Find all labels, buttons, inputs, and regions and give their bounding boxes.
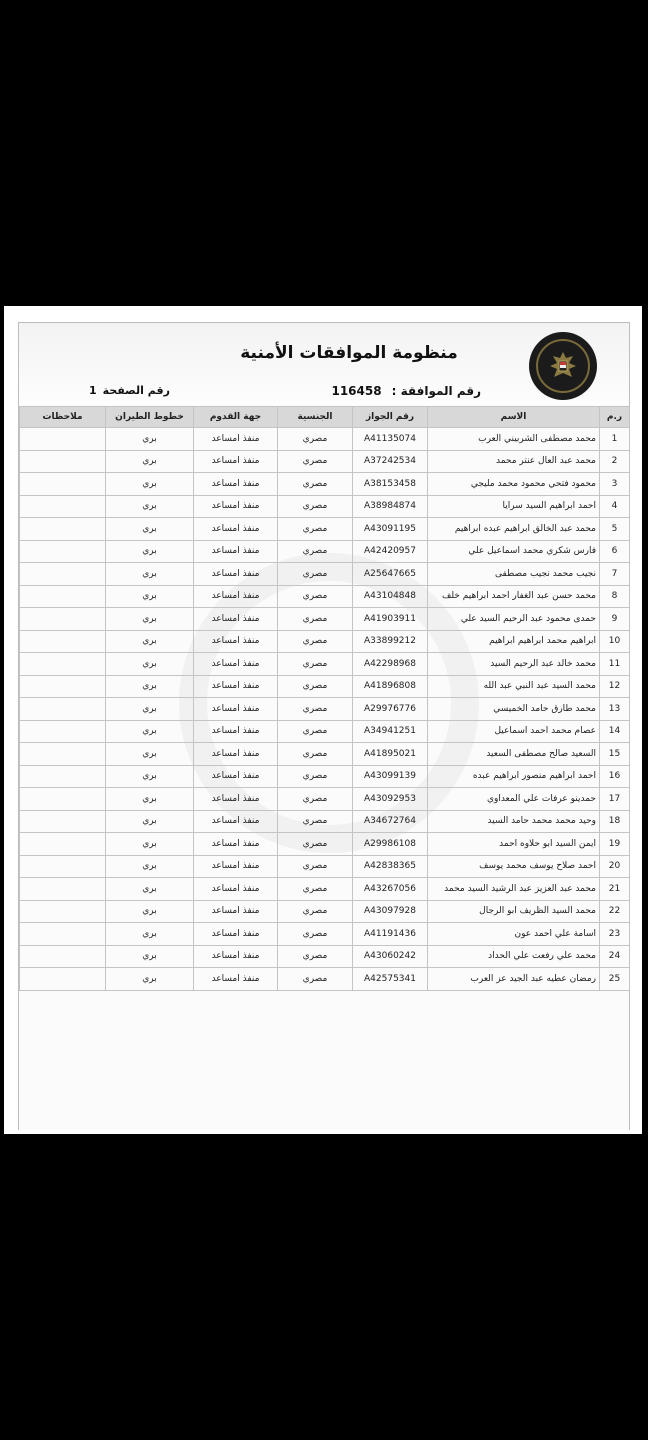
row-index: 16 bbox=[600, 765, 630, 788]
row-index: 10 bbox=[600, 630, 630, 653]
row-notes bbox=[20, 518, 106, 541]
row-name: احمد ابراهيم منصور ابراهيم عبده bbox=[428, 765, 600, 788]
row-notes bbox=[20, 765, 106, 788]
row-name: اسامة علي احمد عون bbox=[428, 923, 600, 946]
row-airline: بري bbox=[106, 698, 194, 721]
row-name: احمد ابراهيم السيد سرايا bbox=[428, 495, 600, 518]
row-airline: بري bbox=[106, 608, 194, 631]
table-row bbox=[20, 968, 630, 991]
page-number: 1 bbox=[89, 384, 97, 397]
table-row bbox=[20, 833, 630, 856]
document-title: منظومة الموافقات الأمنية bbox=[240, 343, 458, 363]
row-arrival: منفذ امساعد bbox=[194, 495, 278, 518]
row-passport: A41896808 bbox=[353, 675, 428, 698]
row-passport: A29976776 bbox=[353, 698, 428, 721]
row-airline: بري bbox=[106, 473, 194, 496]
row-arrival: منفذ امساعد bbox=[194, 473, 278, 496]
table-row bbox=[20, 900, 630, 923]
table-body bbox=[20, 428, 630, 991]
row-passport: A43091195 bbox=[353, 518, 428, 541]
row-arrival: منفذ امساعد bbox=[194, 518, 278, 541]
row-index: 1 bbox=[600, 428, 630, 451]
row-airline: بري bbox=[106, 720, 194, 743]
row-passport: A38984874 bbox=[353, 495, 428, 518]
row-name: حمدى محمود عبد الرحيم السيد علي bbox=[428, 608, 600, 631]
row-nationality: مصري bbox=[278, 608, 353, 631]
row-arrival: منفذ امساعد bbox=[194, 900, 278, 923]
table-row bbox=[20, 765, 630, 788]
row-notes bbox=[20, 878, 106, 901]
table-row bbox=[20, 563, 630, 586]
table-row bbox=[20, 923, 630, 946]
row-nationality: مصري bbox=[278, 540, 353, 563]
table-row bbox=[20, 698, 630, 721]
row-index: 14 bbox=[600, 720, 630, 743]
row-nationality: مصري bbox=[278, 743, 353, 766]
row-passport: A34672764 bbox=[353, 810, 428, 833]
row-notes bbox=[20, 810, 106, 833]
row-arrival: منفذ امساعد bbox=[194, 743, 278, 766]
row-arrival: منفذ امساعد bbox=[194, 968, 278, 991]
row-notes bbox=[20, 833, 106, 856]
row-notes bbox=[20, 675, 106, 698]
row-nationality: مصري bbox=[278, 698, 353, 721]
row-nationality: مصري bbox=[278, 585, 353, 608]
row-nationality: مصري bbox=[278, 810, 353, 833]
row-name: ابراهيم محمد ابراهيم ابراهيم bbox=[428, 630, 600, 653]
row-airline: بري bbox=[106, 428, 194, 451]
row-passport: A29986108 bbox=[353, 833, 428, 856]
table-row bbox=[20, 495, 630, 518]
table-row bbox=[20, 945, 630, 968]
row-notes bbox=[20, 945, 106, 968]
page-info bbox=[89, 384, 170, 397]
row-arrival: منفذ امساعد bbox=[194, 765, 278, 788]
table-row bbox=[20, 855, 630, 878]
table-row bbox=[20, 675, 630, 698]
row-passport: A41895021 bbox=[353, 743, 428, 766]
row-notes bbox=[20, 968, 106, 991]
row-airline: بري bbox=[106, 833, 194, 856]
row-arrival: منفذ امساعد bbox=[194, 608, 278, 631]
row-index: 19 bbox=[600, 833, 630, 856]
table-row bbox=[20, 630, 630, 653]
row-index: 25 bbox=[600, 968, 630, 991]
row-nationality: مصري bbox=[278, 495, 353, 518]
row-nationality: مصري bbox=[278, 968, 353, 991]
row-index: 21 bbox=[600, 878, 630, 901]
row-notes bbox=[20, 473, 106, 496]
row-nationality: مصري bbox=[278, 945, 353, 968]
row-name: فارس شكري محمد اسماعيل علي bbox=[428, 540, 600, 563]
row-airline: بري bbox=[106, 878, 194, 901]
row-arrival: منفذ امساعد bbox=[194, 450, 278, 473]
row-notes bbox=[20, 428, 106, 451]
row-index: 12 bbox=[600, 675, 630, 698]
table-row bbox=[20, 653, 630, 676]
row-arrival: منفذ امساعد bbox=[194, 855, 278, 878]
row-arrival: منفذ امساعد bbox=[194, 585, 278, 608]
table-row bbox=[20, 585, 630, 608]
row-nationality: مصري bbox=[278, 518, 353, 541]
row-passport: A43099139 bbox=[353, 765, 428, 788]
row-airline: بري bbox=[106, 900, 194, 923]
row-name: وحيد محمد محمد حامد السيد bbox=[428, 810, 600, 833]
row-nationality: مصري bbox=[278, 788, 353, 811]
header-name: الاسم bbox=[428, 407, 600, 428]
row-notes bbox=[20, 495, 106, 518]
table-row bbox=[20, 810, 630, 833]
table-header-row bbox=[20, 407, 630, 428]
row-notes bbox=[20, 855, 106, 878]
document-frame bbox=[18, 322, 630, 1130]
row-name: محمد عبد العال عنتر محمد bbox=[428, 450, 600, 473]
eagle-emblem-icon bbox=[529, 332, 597, 400]
header-arrival: جهة القدوم bbox=[194, 407, 278, 428]
document-sheet bbox=[4, 306, 642, 1134]
row-index: 8 bbox=[600, 585, 630, 608]
row-notes bbox=[20, 698, 106, 721]
row-index: 24 bbox=[600, 945, 630, 968]
row-arrival: منفذ امساعد bbox=[194, 540, 278, 563]
row-airline: بري bbox=[106, 518, 194, 541]
row-index: 6 bbox=[600, 540, 630, 563]
row-notes bbox=[20, 720, 106, 743]
table-row bbox=[20, 540, 630, 563]
row-passport: A43060242 bbox=[353, 945, 428, 968]
row-airline: بري bbox=[106, 585, 194, 608]
row-nationality: مصري bbox=[278, 675, 353, 698]
row-name: محمد طارق حامد الخميسي bbox=[428, 698, 600, 721]
row-nationality: مصري bbox=[278, 653, 353, 676]
row-airline: بري bbox=[106, 563, 194, 586]
row-passport: A43104848 bbox=[353, 585, 428, 608]
row-passport: A43097928 bbox=[353, 900, 428, 923]
table-row bbox=[20, 428, 630, 451]
row-arrival: منفذ امساعد bbox=[194, 878, 278, 901]
table-row bbox=[20, 473, 630, 496]
row-nationality: مصري bbox=[278, 563, 353, 586]
row-index: 17 bbox=[600, 788, 630, 811]
row-passport: A42298968 bbox=[353, 653, 428, 676]
approvals-table bbox=[19, 406, 630, 991]
row-index: 9 bbox=[600, 608, 630, 631]
row-notes bbox=[20, 608, 106, 631]
row-passport: A41191436 bbox=[353, 923, 428, 946]
row-passport: A42575341 bbox=[353, 968, 428, 991]
row-passport: A33899212 bbox=[353, 630, 428, 653]
row-name: محمد عبد العزيز عبد الرشيد السيد محمد bbox=[428, 878, 600, 901]
row-index: 11 bbox=[600, 653, 630, 676]
row-index: 20 bbox=[600, 855, 630, 878]
approval-number: 116458 bbox=[331, 384, 382, 398]
row-arrival: منفذ امساعد bbox=[194, 698, 278, 721]
table-row bbox=[20, 608, 630, 631]
approval-label: رقم الموافقة : bbox=[391, 384, 481, 398]
row-airline: بري bbox=[106, 743, 194, 766]
row-nationality: مصري bbox=[278, 428, 353, 451]
table-row bbox=[20, 518, 630, 541]
row-name: محمود فتحي محمود محمد مليجي bbox=[428, 473, 600, 496]
row-name: رمضان عطيه عبد الجيد عز العرب bbox=[428, 968, 600, 991]
table-row bbox=[20, 720, 630, 743]
table-row bbox=[20, 450, 630, 473]
row-name: محمد عبد الخالق ابراهيم عبده ابراهيم bbox=[428, 518, 600, 541]
row-notes bbox=[20, 653, 106, 676]
row-airline: بري bbox=[106, 923, 194, 946]
row-notes bbox=[20, 900, 106, 923]
row-passport: A25647665 bbox=[353, 563, 428, 586]
row-notes bbox=[20, 540, 106, 563]
row-airline: بري bbox=[106, 495, 194, 518]
row-notes bbox=[20, 450, 106, 473]
row-name: محمد علي رفعت علي الحداد bbox=[428, 945, 600, 968]
row-airline: بري bbox=[106, 810, 194, 833]
row-index: 7 bbox=[600, 563, 630, 586]
document-header bbox=[19, 323, 629, 405]
row-passport: A42838365 bbox=[353, 855, 428, 878]
approval-info bbox=[331, 384, 481, 398]
header-passport: رقم الجواز bbox=[353, 407, 428, 428]
row-arrival: منفذ امساعد bbox=[194, 428, 278, 451]
row-airline: بري bbox=[106, 675, 194, 698]
row-name: نجيب محمد نجيب مصطفى bbox=[428, 563, 600, 586]
row-passport: A38153458 bbox=[353, 473, 428, 496]
header-idx: ر.م bbox=[600, 407, 630, 428]
row-nationality: مصري bbox=[278, 473, 353, 496]
row-name: ايمن السيد ابو حلاوه احمد bbox=[428, 833, 600, 856]
row-index: 4 bbox=[600, 495, 630, 518]
row-airline: بري bbox=[106, 653, 194, 676]
row-notes bbox=[20, 563, 106, 586]
row-notes bbox=[20, 923, 106, 946]
header-nationality: الجنسية bbox=[278, 407, 353, 428]
row-arrival: منفذ امساعد bbox=[194, 653, 278, 676]
row-airline: بري bbox=[106, 630, 194, 653]
page-label: رقم الصفحة bbox=[102, 384, 170, 397]
row-nationality: مصري bbox=[278, 855, 353, 878]
row-name: محمد مصطفى الشربيني العرب bbox=[428, 428, 600, 451]
row-index: 15 bbox=[600, 743, 630, 766]
row-passport: A41903911 bbox=[353, 608, 428, 631]
row-name: محمد حسن عبد الغفار احمد ابراهيم خلف bbox=[428, 585, 600, 608]
row-notes bbox=[20, 585, 106, 608]
row-name: عصام محمد احمد اسماعيل bbox=[428, 720, 600, 743]
row-passport: A34941251 bbox=[353, 720, 428, 743]
header-airline: خطوط الطيران bbox=[106, 407, 194, 428]
row-nationality: مصري bbox=[278, 765, 353, 788]
row-notes bbox=[20, 788, 106, 811]
row-airline: بري bbox=[106, 855, 194, 878]
row-index: 13 bbox=[600, 698, 630, 721]
row-arrival: منفذ امساعد bbox=[194, 563, 278, 586]
row-name: السعيد صالح مصطفى السعيد bbox=[428, 743, 600, 766]
row-arrival: منفذ امساعد bbox=[194, 923, 278, 946]
row-nationality: مصري bbox=[278, 923, 353, 946]
row-arrival: منفذ امساعد bbox=[194, 675, 278, 698]
row-passport: A41135074 bbox=[353, 428, 428, 451]
row-name: محمد السيد عبد النبي عبد الله bbox=[428, 675, 600, 698]
row-index: 23 bbox=[600, 923, 630, 946]
table-row bbox=[20, 878, 630, 901]
row-arrival: منفذ امساعد bbox=[194, 810, 278, 833]
row-arrival: منفذ امساعد bbox=[194, 720, 278, 743]
row-airline: بري bbox=[106, 765, 194, 788]
row-arrival: منفذ امساعد bbox=[194, 788, 278, 811]
row-name: محمد السيد الظريف ابو الرجال bbox=[428, 900, 600, 923]
row-nationality: مصري bbox=[278, 878, 353, 901]
row-airline: بري bbox=[106, 450, 194, 473]
table-row bbox=[20, 788, 630, 811]
row-nationality: مصري bbox=[278, 450, 353, 473]
row-index: 5 bbox=[600, 518, 630, 541]
row-nationality: مصري bbox=[278, 630, 353, 653]
row-passport: A43092953 bbox=[353, 788, 428, 811]
row-passport: A42420957 bbox=[353, 540, 428, 563]
row-index: 2 bbox=[600, 450, 630, 473]
row-index: 3 bbox=[600, 473, 630, 496]
row-arrival: منفذ امساعد bbox=[194, 833, 278, 856]
row-airline: بري bbox=[106, 540, 194, 563]
row-passport: A43267056 bbox=[353, 878, 428, 901]
row-notes bbox=[20, 630, 106, 653]
row-airline: بري bbox=[106, 968, 194, 991]
row-passport: A37242534 bbox=[353, 450, 428, 473]
row-index: 22 bbox=[600, 900, 630, 923]
row-nationality: مصري bbox=[278, 720, 353, 743]
row-name: محمد خالد عبد الرحيم السيد bbox=[428, 653, 600, 676]
row-notes bbox=[20, 743, 106, 766]
row-nationality: مصري bbox=[278, 833, 353, 856]
row-name: حمدينو عرفات علي المعداوي bbox=[428, 788, 600, 811]
row-airline: بري bbox=[106, 788, 194, 811]
row-arrival: منفذ امساعد bbox=[194, 630, 278, 653]
row-nationality: مصري bbox=[278, 900, 353, 923]
row-index: 18 bbox=[600, 810, 630, 833]
row-arrival: منفذ امساعد bbox=[194, 945, 278, 968]
table-row bbox=[20, 743, 630, 766]
row-name: احمد صلاح يوسف محمد يوسف bbox=[428, 855, 600, 878]
row-airline: بري bbox=[106, 945, 194, 968]
header-notes: ملاحظات bbox=[20, 407, 106, 428]
